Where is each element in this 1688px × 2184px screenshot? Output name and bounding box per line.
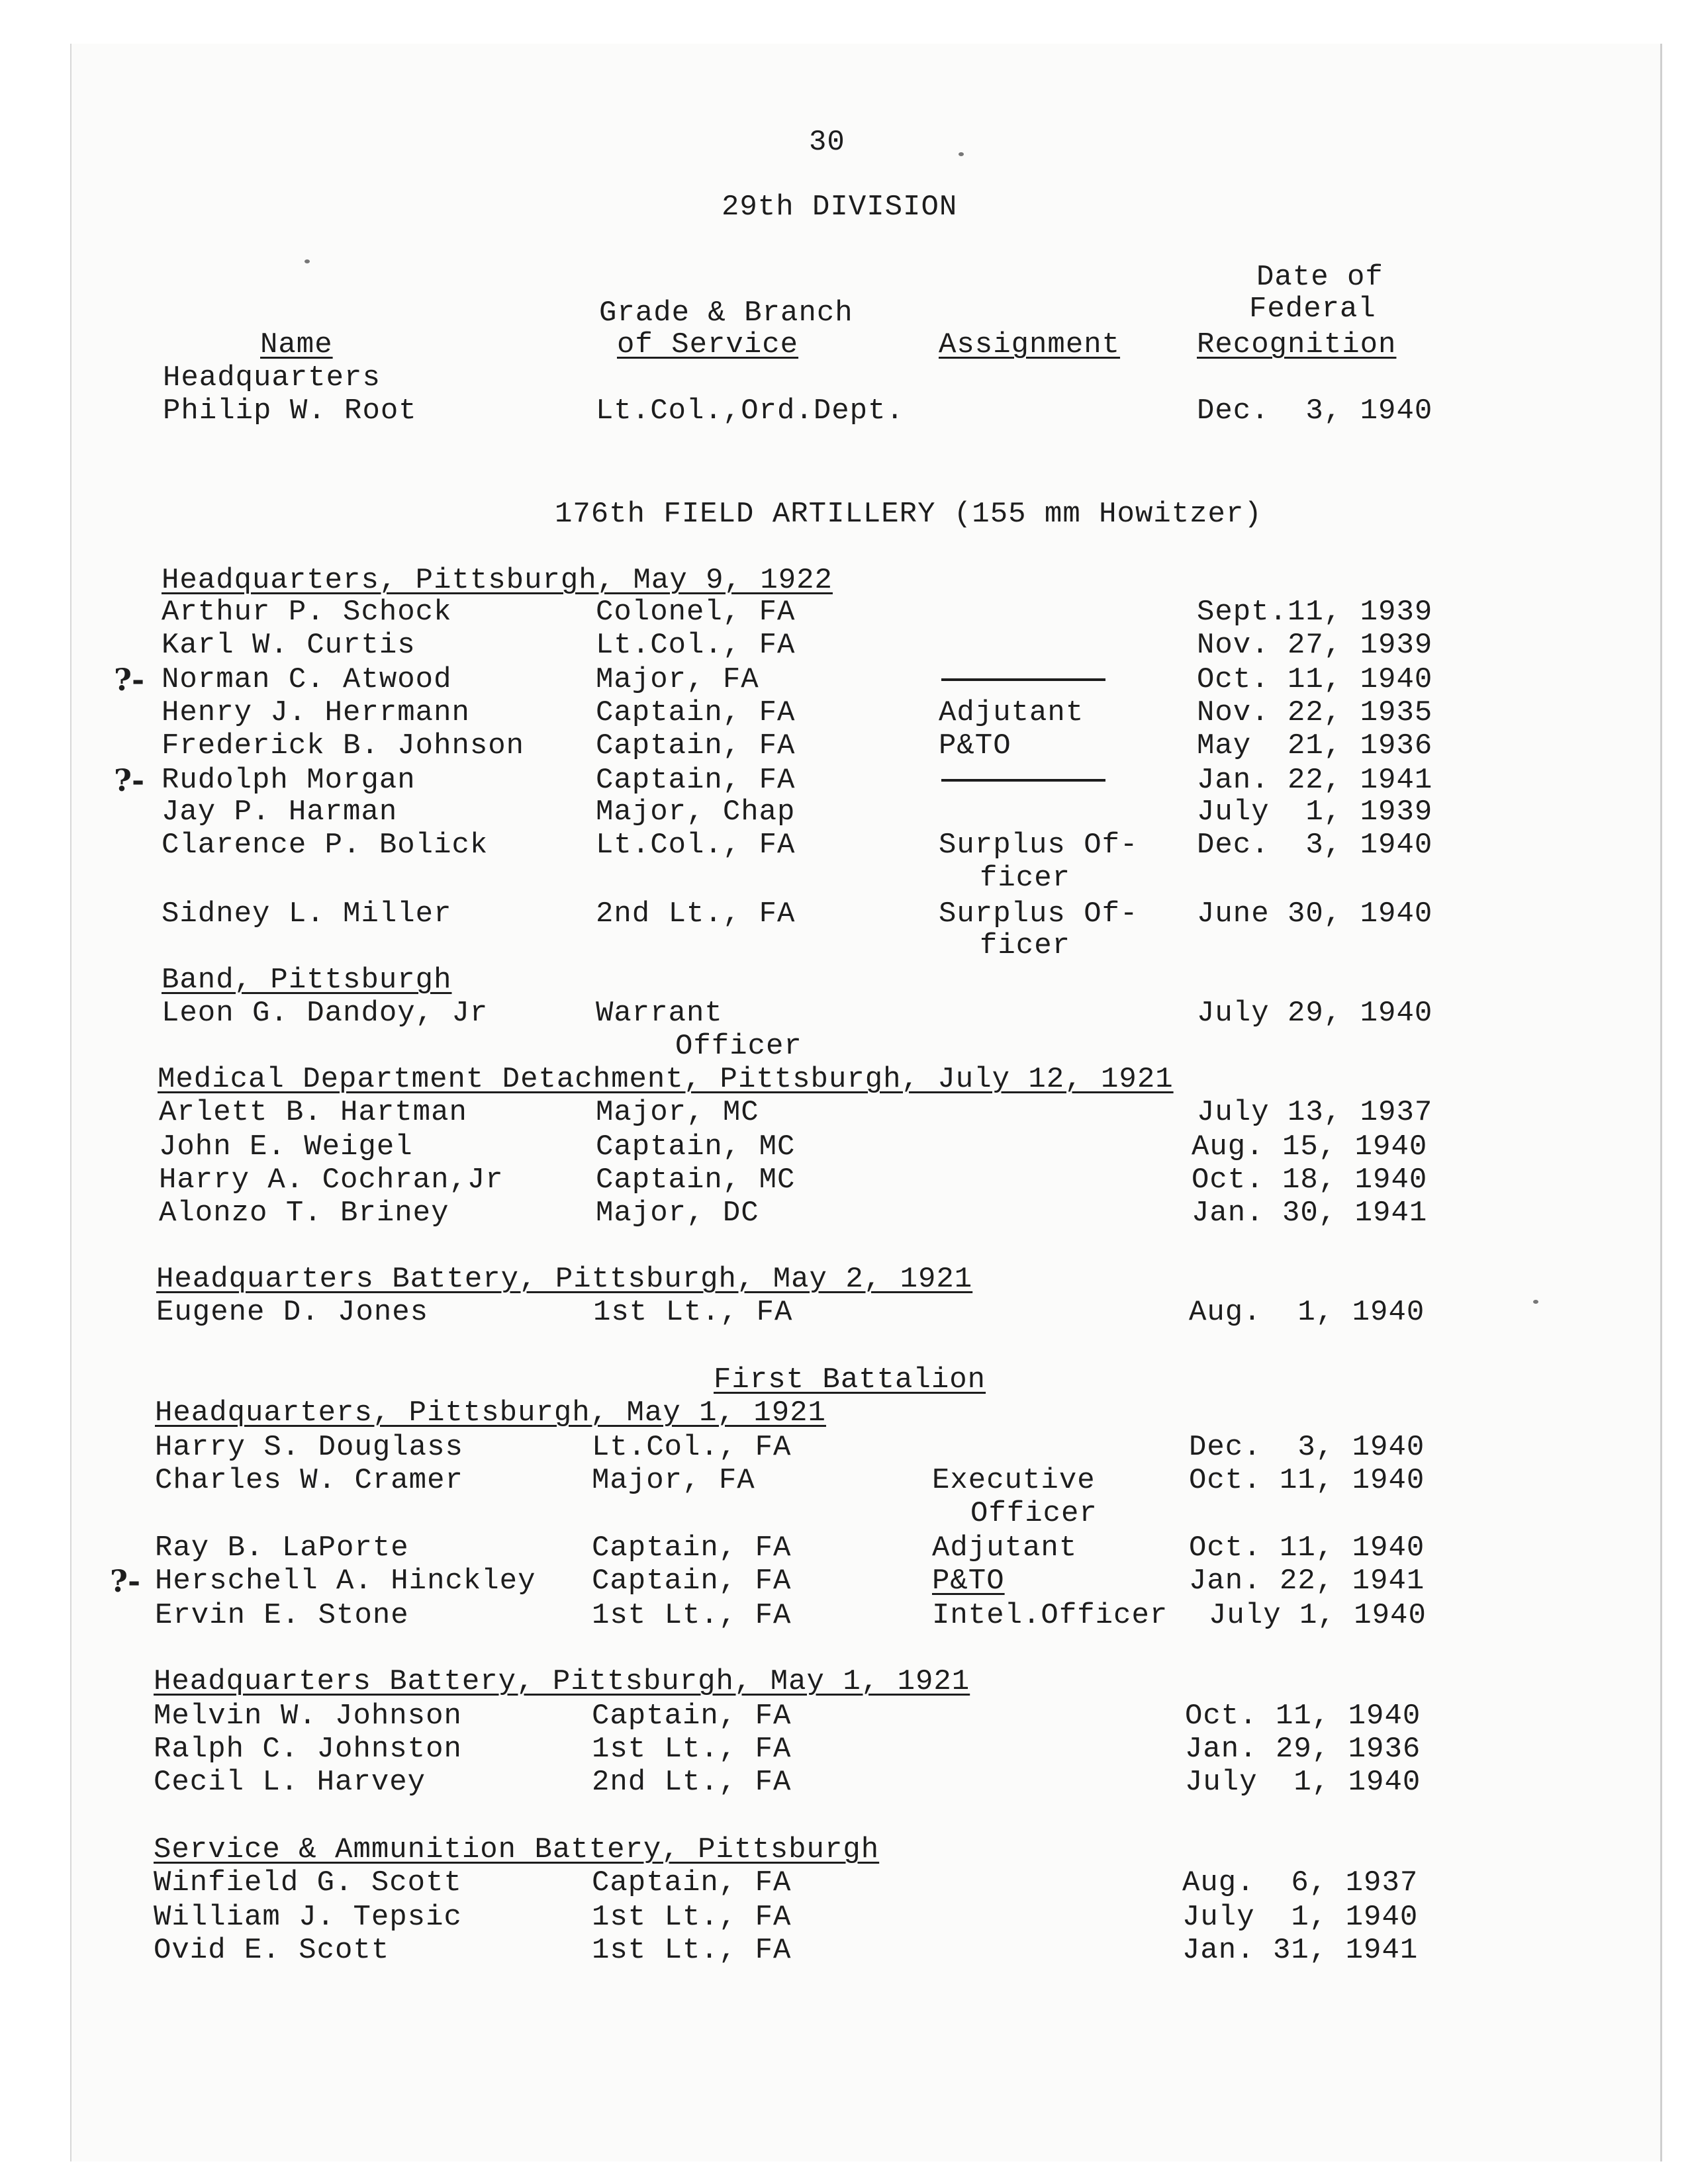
table-row-name: Frederick B. Johnson <box>162 729 525 762</box>
table-row-assignment: Intel.Officer <box>932 1599 1168 1632</box>
assignment-blank-line <box>941 779 1105 782</box>
table-row-date: Nov. 22, 1935 <box>1197 696 1433 729</box>
table-row-date: Jan. 22, 1941 <box>1189 1565 1425 1598</box>
table-row-grade: Captain, FA <box>596 764 796 797</box>
hq-battery-date: Aug. 1, 1940 <box>1189 1296 1425 1329</box>
table-row-grade: Major, MC <box>596 1096 759 1129</box>
table-row-date: July 1, 1940 <box>1185 1766 1421 1799</box>
band-date: July 29, 1940 <box>1197 997 1433 1030</box>
table-row-grade: Captain, FA <box>592 1565 792 1598</box>
col-header-date-line1: Date of <box>1256 261 1383 294</box>
table-row-date: Nov. 27, 1939 <box>1197 629 1433 662</box>
table-row-grade: 1st Lt., FA <box>592 1934 792 1967</box>
table-row-name: Arlett B. Hartman <box>159 1096 467 1129</box>
query-mark: ?- <box>114 762 145 798</box>
table-row-name: Ovid E. Scott <box>154 1934 390 1967</box>
table-row-date: Aug. 6, 1937 <box>1182 1866 1419 1899</box>
table-row-grade: Major, Chap <box>596 796 796 829</box>
page-number: 30 <box>809 126 845 159</box>
table-row-date: May 21, 1936 <box>1197 729 1433 762</box>
ink-speck <box>305 259 310 263</box>
assignment-blank-line <box>941 678 1105 681</box>
table-row-name: Alonzo T. Briney <box>159 1197 449 1230</box>
table-row-assignment-cont: Officer <box>970 1497 1098 1530</box>
service-battery-heading: Service & Ammunition Battery, Pittsburgh <box>154 1833 880 1866</box>
table-row-assignment-cont: ficer <box>980 929 1071 962</box>
table-row-assignment-cont: ficer <box>980 862 1071 895</box>
table-row-grade: 1st Lt., FA <box>592 1733 792 1766</box>
division-hq-name: Philip W. Root <box>163 394 417 428</box>
table-row-name: Harry A. Cochran,Jr <box>159 1163 504 1197</box>
table-row-grade: 1st Lt., FA <box>592 1599 792 1632</box>
ink-speck <box>959 152 964 156</box>
query-mark: ?- <box>114 662 145 698</box>
table-row-date: July 13, 1937 <box>1197 1096 1433 1129</box>
table-row-name: John E. Weigel <box>159 1130 413 1163</box>
col-header-date-line2: Federal <box>1249 293 1376 326</box>
table-row-name: Winfield G. Scott <box>154 1866 462 1899</box>
table-row-date: Oct. 11, 1940 <box>1197 663 1433 696</box>
table-row-assignment: Executive <box>932 1464 1096 1497</box>
table-row-date: Oct. 11, 1940 <box>1185 1700 1421 1733</box>
division-hq-date: Dec. 3, 1940 <box>1197 394 1433 428</box>
division-title: 29th DIVISION <box>722 191 958 224</box>
table-row-date: Oct. 11, 1940 <box>1189 1531 1425 1565</box>
band-grade-cont: Officer <box>675 1030 802 1063</box>
col-header-date-line3: Recognition <box>1197 328 1397 361</box>
table-row-name: Cecil L. Harvey <box>154 1766 426 1799</box>
ink-speck <box>1533 1300 1538 1304</box>
table-row-grade: Captain, FA <box>596 729 796 762</box>
table-row-date: July 1, 1940 <box>1182 1901 1419 1934</box>
medical-heading: Medical Department Detachment, Pittsburgh, July 12, 1921 <box>158 1063 1174 1096</box>
hq-battery-grade: 1st Lt., FA <box>593 1296 793 1329</box>
table-row-grade: Major, FA <box>592 1464 755 1497</box>
col-header-grade-line1: Grade & Branch <box>599 296 853 330</box>
col-header-name: Name <box>260 328 333 361</box>
table-row-grade: Captain, MC <box>596 1130 796 1163</box>
table-row-date: Jan. 30, 1941 <box>1192 1197 1428 1230</box>
table-row-date: Jan. 29, 1936 <box>1185 1733 1421 1766</box>
division-hq-grade: Lt.Col.,Ord.Dept. <box>596 394 904 428</box>
table-row-name: Melvin W. Johnson <box>154 1700 462 1733</box>
col-header-assignment: Assignment <box>939 328 1121 361</box>
first-battalion-hq-heading: Headquarters, Pittsburgh, May 1, 1921 <box>155 1396 826 1430</box>
table-row-grade: Captain, FA <box>592 1531 792 1565</box>
table-row-grade: 2nd Lt., FA <box>592 1766 792 1799</box>
table-row-grade: 2nd Lt., FA <box>596 897 796 931</box>
bn-hq-battery-heading: Headquarters Battery, Pittsburgh, May 1, 1921 <box>154 1665 970 1698</box>
table-row-grade: Captain, MC <box>596 1163 796 1197</box>
regiment-hq-heading: Headquarters, Pittsburgh, May 9, 1922 <box>162 564 833 597</box>
first-battalion-title: First Battalion <box>714 1363 986 1396</box>
table-row-assignment: Adjutant <box>939 696 1084 729</box>
table-row-grade: 1st Lt., FA <box>592 1901 792 1934</box>
table-row-name: Herschell A. Hinckley <box>155 1565 536 1598</box>
query-mark: ?- <box>110 1563 141 1599</box>
table-row-date: Aug. 15, 1940 <box>1192 1130 1428 1163</box>
table-row-assignment: Adjutant <box>932 1531 1078 1565</box>
table-row-name: Sidney L. Miller <box>162 897 452 931</box>
table-row-grade: Colonel, FA <box>596 596 796 629</box>
table-row-name: Ervin E. Stone <box>155 1599 409 1632</box>
regiment-title: 176th FIELD ARTILLERY (155 mm Howitzer) <box>555 498 1262 531</box>
table-row-name: Norman C. Atwood <box>162 663 452 696</box>
table-row-assignment: Surplus Of- <box>939 829 1139 862</box>
table-row-name: Ralph C. Johnston <box>154 1733 462 1766</box>
table-row-date: Jan. 22, 1941 <box>1197 764 1433 797</box>
table-row-date: Dec. 3, 1940 <box>1189 1431 1425 1464</box>
table-row-date: Jan. 31, 1941 <box>1182 1934 1419 1967</box>
hq-battery-name: Eugene D. Jones <box>156 1296 429 1329</box>
table-row-date: Oct. 11, 1940 <box>1189 1464 1425 1497</box>
band-name: Leon G. Dandoy, Jr <box>162 997 489 1030</box>
band-grade: Warrant <box>596 997 723 1030</box>
table-row-name: Rudolph Morgan <box>162 764 416 797</box>
table-row-name: Ray B. LaPorte <box>155 1531 409 1565</box>
table-row-name: Henry J. Herrmann <box>162 696 470 729</box>
table-row-name: Clarence P. Bolick <box>162 829 489 862</box>
table-row-date: Dec. 3, 1940 <box>1197 829 1433 862</box>
table-row-date: June 30, 1940 <box>1197 897 1433 931</box>
table-row-grade: Captain, FA <box>592 1700 792 1733</box>
table-row-grade: Lt.Col., FA <box>596 829 796 862</box>
table-row-date: Sept.11, 1939 <box>1197 596 1433 629</box>
table-row-name: William J. Tepsic <box>154 1901 462 1934</box>
table-row-name: Arthur P. Schock <box>162 596 452 629</box>
table-row-grade: Captain, FA <box>596 696 796 729</box>
table-row-date: July 1, 1940 <box>1209 1599 1427 1632</box>
table-row-grade: Major, FA <box>596 663 759 696</box>
table-row-grade: Lt.Col., FA <box>596 629 796 662</box>
table-row-assignment: P&TO <box>939 729 1011 762</box>
table-row-assignment: P&TO <box>932 1565 1005 1598</box>
table-row-name: Charles W. Cramer <box>155 1464 463 1497</box>
table-row-grade: Captain, FA <box>592 1866 792 1899</box>
table-row-name: Harry S. Douglass <box>155 1431 463 1464</box>
table-row-name: Karl W. Curtis <box>162 629 416 662</box>
table-row-date: Oct. 18, 1940 <box>1192 1163 1428 1197</box>
col-header-grade-line2: of Service <box>617 328 799 361</box>
table-row-name: Jay P. Harman <box>162 796 398 829</box>
band-heading: Band, Pittsburgh <box>162 964 452 997</box>
table-row-grade: Major, DC <box>596 1197 759 1230</box>
division-hq-heading: Headquarters <box>163 361 381 394</box>
table-row-grade: Lt.Col., FA <box>592 1431 792 1464</box>
hq-battery-heading: Headquarters Battery, Pittsburgh, May 2, 1921 <box>156 1263 973 1296</box>
table-row-assignment: Surplus Of- <box>939 897 1139 931</box>
table-row-date: July 1, 1939 <box>1197 796 1433 829</box>
